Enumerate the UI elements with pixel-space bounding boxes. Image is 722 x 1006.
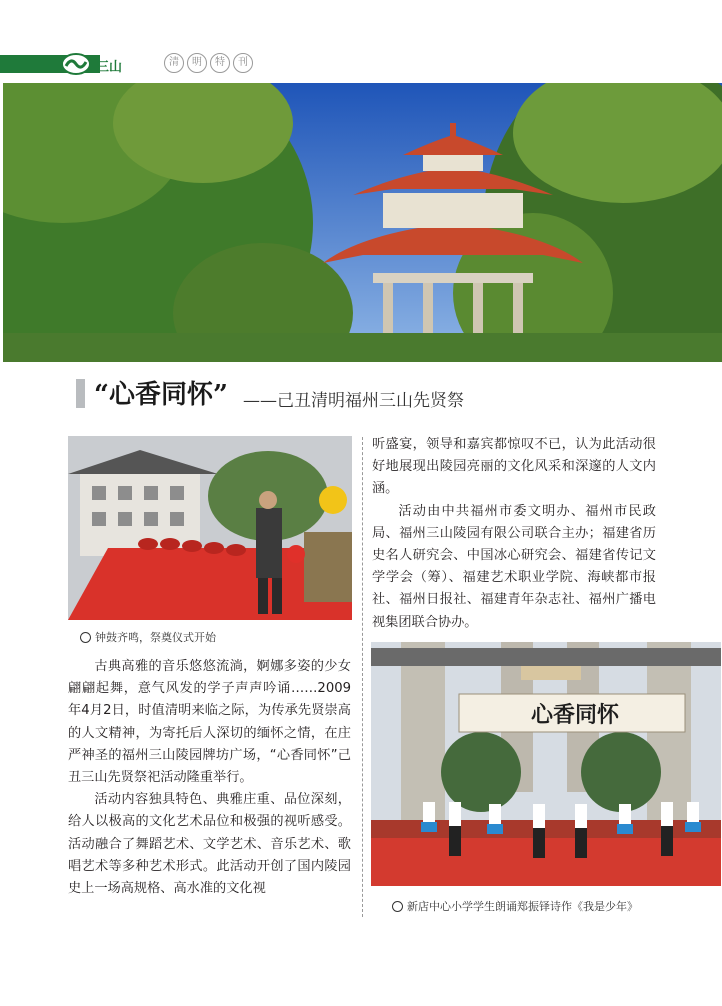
photo-caption-2 <box>392 898 638 914</box>
banner-text: 心香同怀 <box>531 702 620 728</box>
paragraph: 活动由中共福州市委文明办、福州市民政局、福州三山陵园有限公司联合主办；福建省历史名人研究会、中国冰心研究会、福建省传记文学学会（筹）、福建艺术职业学院、海峡都市报社、福州日报社、福建青年杂志社、福州广播电视集团联合协办。 <box>372 503 656 630</box>
issue-char: 明 <box>187 53 207 73</box>
paragraph: 古典高雅的音乐悠悠流淌，婀娜多姿的少女翩翩起舞，意气风发的学子声声吟诵……2009年4月2日，时值清明来临之际，为传承先贤崇高的人文精神，为寄托后人深切的缅怀之情，在庄严神圣的福州三山陵园牌坊广场，“心香同怀”己丑三山先贤祭祀活动隆重举行。 <box>68 659 351 786</box>
issue-char: 特 <box>210 53 230 73</box>
right-column-text <box>372 434 656 634</box>
left-column-text <box>68 656 351 900</box>
issue-char: 清 <box>164 53 184 73</box>
photo-drum-ceremony <box>68 436 352 620</box>
paragraph-continuation: 听盛宴，领导和嘉宾都惊叹不已，认为此活动很好地展现出陵园亮丽的文化风采和深邃的人文内涵。 <box>372 437 656 497</box>
issue-label <box>164 53 253 73</box>
photo-student-recital <box>371 642 721 886</box>
issue-char: 刊 <box>233 53 253 73</box>
article-subtitle: ——己丑清明福州三山先贤祭 <box>243 391 464 411</box>
caption-text: 钟鼓齐鸣，祭奠仪式开始 <box>95 631 216 644</box>
caption-bullet-icon <box>80 632 91 643</box>
photo-caption-1 <box>80 629 216 645</box>
brand-name: 三山 <box>96 60 123 75</box>
brand-logo-icon <box>60 52 92 76</box>
caption-text: 新店中心小学学生朗诵郑振铎诗作《我是少年》 <box>407 900 638 913</box>
caption-bullet-icon <box>392 901 403 912</box>
article-title: “心香同怀” <box>94 380 228 410</box>
hero-photo-pavilion <box>3 83 722 362</box>
paragraph: 活动内容独具特色、典雅庄重、品位深刻，给人以极高的文化艺术品位和极强的视听感受。活动融合了舞蹈艺术、文学艺术、音乐艺术、歌唱艺术等多种艺术形式。此活动开创了国内陵园史上一场高规格、高水准的文化视 <box>68 792 351 897</box>
column-divider <box>362 437 363 917</box>
title-accent-bar <box>76 379 85 408</box>
